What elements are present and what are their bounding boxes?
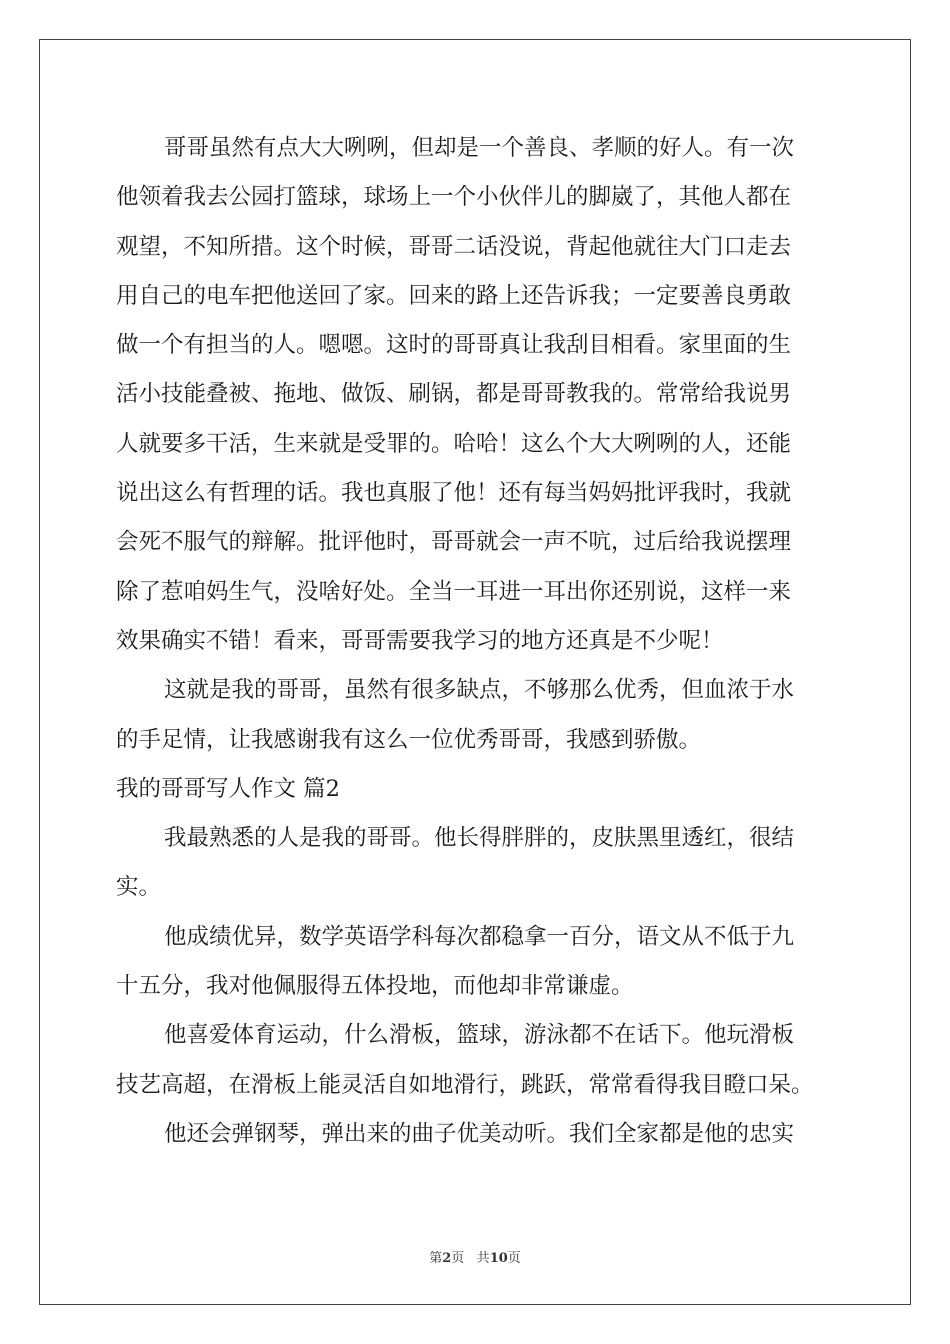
page-number: 2 (442, 1251, 452, 1266)
text-line: 会死不服气的辩解。批评他时，哥哥就会一声不吭，过后给我说摆理 (116, 529, 792, 556)
text-line: 说出这么有哲理的话。我也真服了他！还有每当妈妈批评我时，我就 (116, 480, 792, 507)
text-line: 他喜爱体育运动，什么滑板，篮球，游泳都不在话下。他玩滑板 (164, 1022, 795, 1049)
page-footer (0, 1247, 950, 1266)
text-line: 实。 (116, 874, 162, 901)
text-line: 人就要多干活，生来就是受罪的。哈哈！这么个大大咧咧的人，还能 (116, 430, 792, 457)
page-prefix: 第 (429, 1251, 443, 1266)
text-line: 观望，不知所措。这个时候，哥哥二话没说，背起他就往大门口走去 (116, 233, 792, 260)
text-line: 活小技能叠被、拖地、做饭、刷锅，都是哥哥教我的。常常给我说男 (116, 381, 792, 408)
text-line: 用自己的电车把他送回了家。回来的路上还告诉我；一定要善良勇敢 (116, 282, 792, 309)
text-line: 哥哥虽然有点大大咧咧，但却是一个善良、孝顺的好人。有一次 (164, 135, 795, 161)
page-suffix: 页 (451, 1251, 465, 1266)
text-line: 的手足情，让我感谢我有这么一位优秀哥哥，我感到骄傲。 (116, 726, 702, 753)
total-prefix: 共 (476, 1251, 490, 1266)
text-line: 他成绩优异，数学英语学科每次都稳拿一百分，语文从不低于九 (164, 923, 795, 950)
text-line: 这就是我的哥哥，虽然有很多缺点，不够那么优秀，但血浓于水 (164, 677, 795, 704)
text-line: 除了惹咱妈生气，没啥好处。全当一耳进一耳出你还别说，这样一来 (116, 578, 792, 605)
text-line: 十五分，我对他佩服得五体投地，而他却非常谦虚。 (116, 973, 634, 1000)
total-suffix: 页 (507, 1251, 521, 1266)
text-line: 他领着我去公园打篮球，球场上一个小伙伴儿的脚崴了，其他人都在 (116, 184, 792, 211)
document-body (116, 124, 836, 1159)
section-heading: 我的哥哥写人作文 篇2 (116, 775, 340, 802)
total-pages: 10 (489, 1251, 508, 1266)
text-line: 效果确实不错！看来，哥哥需要我学习的地方还真是不少呢！ (116, 627, 724, 654)
text-line: 技艺高超，在滑板上能灵活自如地滑行，跳跃，常常看得我目瞪口呆。 (116, 1071, 814, 1098)
text-line: 我最熟悉的人是我的哥哥。他长得胖胖的，皮肤黑里透红，很结 (164, 825, 795, 852)
text-line: 他还会弹钢琴，弹出来的曲子优美动听。我们全家都是他的忠实 (164, 1120, 795, 1147)
text-line: 做一个有担当的人。嗯嗯。这时的哥哥真让我刮目相看。家里面的生 (116, 332, 792, 359)
